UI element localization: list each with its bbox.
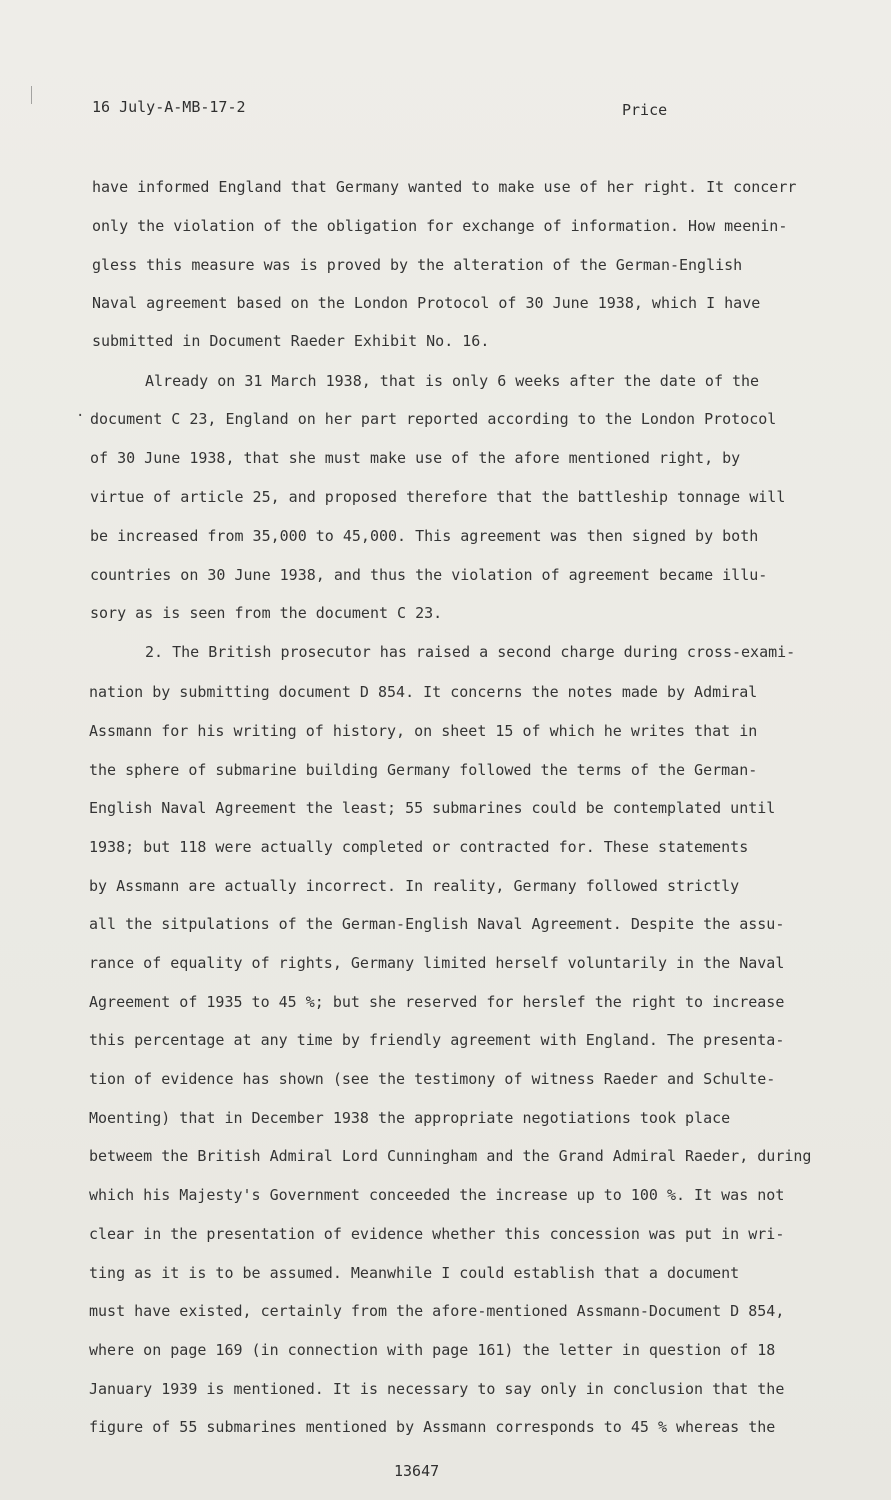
text-line-03: gless this measure was is proved by the alteration of the German-English — [92, 256, 743, 274]
text-line-14: nation by submitting document D 854. It concerns the notes made by Admiral — [89, 683, 758, 701]
text-line-15: Assmann for his writing of history, on sheet 15 of which he writes that in — [89, 722, 758, 740]
text-line-23: this percentage at any time by friendly agreement with England. The presenta- — [89, 1031, 785, 1049]
text-line-17: English Naval Agreement the least; 55 submarines could be contemplated until — [89, 799, 776, 817]
text-line-25: Moenting) that in December 1938 the appropriate negotiations took place — [89, 1109, 731, 1127]
text-line-06: Already on 31 March 1938, that is only 6 weeks after the date of the — [145, 372, 760, 390]
text-line-30: must have existed, certainly from the afore-mentioned Assmann-Document D 854, — [89, 1302, 785, 1320]
text-line-22: Agreement of 1935 to 45 %; but she reserved for herslef the right to increase — [89, 993, 785, 1011]
margin-mark: . — [76, 404, 85, 420]
speaker-name-header: Price — [622, 101, 668, 119]
text-line-24: tion of evidence has shown (see the testimony of witness Raeder and Schulte- — [89, 1070, 776, 1088]
text-line-04: Naval agreement based on the London Protocol of 30 June 1938, which I have — [92, 294, 761, 312]
text-line-10: be increased from 35,000 to 45,000. This agreement was then signed by both — [90, 527, 759, 545]
text-line-28: clear in the presentation of evidence whether this concession was put in wri- — [89, 1225, 785, 1243]
text-line-29: ting as it is to be assumed. Meanwhile I could establish that a document — [89, 1264, 740, 1282]
text-line-26: betweem the British Admiral Lord Cunningham and the Grand Admiral Raeder, during — [89, 1147, 812, 1165]
document-id-header: 16 July-A-MB-17-2 — [92, 98, 246, 116]
text-line-11: countries on 30 June 1938, and thus the violation of agreement became illu- — [90, 566, 768, 584]
text-line-02: only the violation of the obligation for exchange of information. How meenin- — [92, 217, 788, 235]
text-line-20: all the sitpulations of the German-English Naval Agreement. Despite the assu- — [89, 915, 785, 933]
text-line-05: submitted in Document Raeder Exhibit No. 16. — [92, 332, 490, 350]
text-line-08: of 30 June 1938, that she must make use of the afore mentioned right, by — [90, 449, 741, 467]
text-line-07: document C 23, England on her part reported according to the London Protocol — [90, 410, 777, 428]
text-line-09: virtue of article 25, and proposed therefore that the battleship tonnage will — [90, 488, 786, 506]
left-edge-mark — [31, 86, 32, 104]
text-line-32: January 1939 is mentioned. It is necessary to say only in conclusion that the — [89, 1380, 785, 1398]
page-number: 13647 — [394, 1462, 440, 1480]
text-line-33: figure of 55 submarines mentioned by Assmann corresponds to 45 % whereas the — [89, 1418, 776, 1436]
text-line-19: by Assmann are actually incorrect. In reality, Germany followed strictly — [89, 877, 740, 895]
text-line-12: sory as is seen from the document C 23. — [90, 604, 443, 622]
text-line-16: the sphere of submarine building Germany followed the terms of the German- — [89, 761, 758, 779]
text-line-01: have informed England that Germany wanted to make use of her right. It concerr — [92, 178, 797, 196]
text-line-27: which his Majesty's Government conceeded the increase up to 100 %. It was not — [89, 1186, 785, 1204]
text-line-18: 1938; but 118 were actually completed or contracted for. These statements — [89, 838, 749, 856]
text-line-13: 2. The British prosecutor has raised a second charge during cross-exami- — [145, 643, 796, 661]
text-line-31: where on page 169 (in connection with page 161) the letter in question of 18 — [89, 1341, 776, 1359]
text-line-21: rance of equality of rights, Germany limited herself voluntarily in the Naval — [89, 954, 785, 972]
